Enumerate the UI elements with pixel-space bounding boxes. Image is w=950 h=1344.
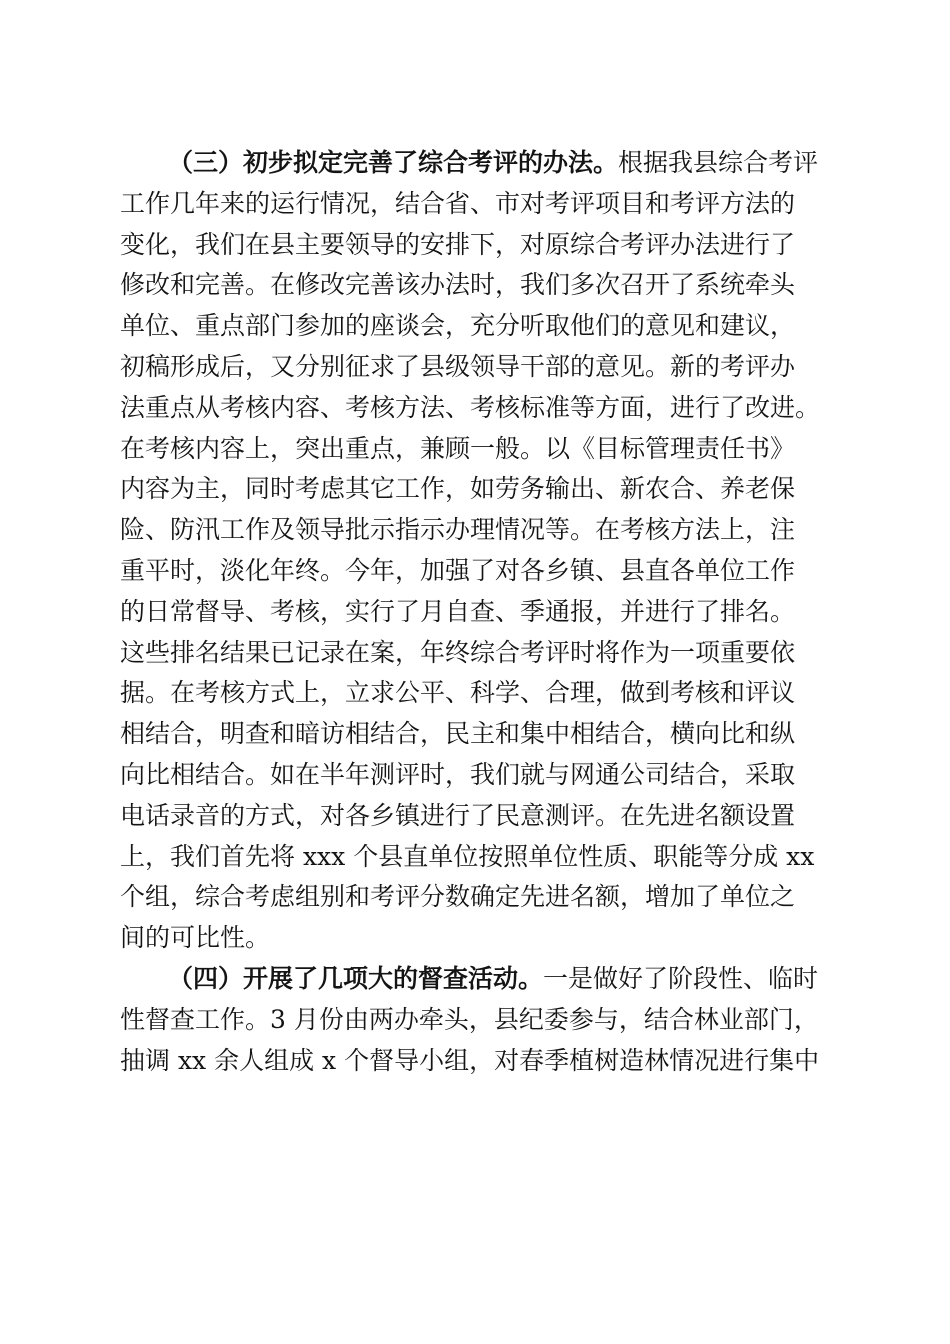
paragraph-first-line xyxy=(120,143,836,184)
text-line: 向比相结合。如在半年测评时，我们就与网通公司结合，采取 xyxy=(120,759,796,789)
text-line: 法重点从考核内容、考核方法、考核标准等方面，进行了改进。 xyxy=(120,392,821,422)
text-line: 抽调 xx 余人组成 x 个督导小组，对春季植树造林情况进行集中 xyxy=(120,1045,820,1075)
text-line: 据。在考核方式上，立求公平、科学、合理，做到考核和评议 xyxy=(120,678,796,708)
section-heading: （三）初步拟定完善了综合考评的办法。 xyxy=(168,148,619,177)
section-heading: （四）开展了几项大的督查活动。 xyxy=(168,963,544,993)
text-line: 个组，综合考虑组别和考评分数确定先进名额，增加了单位之 xyxy=(120,882,796,912)
paragraph-first-line xyxy=(120,959,836,1000)
text-line: 相结合，明查和暗访相结合，民主和集中相结合，横向比和纵 xyxy=(120,719,796,749)
text-line: 重平时，淡化年终。今年，加强了对各乡镇、县直各单位工作 xyxy=(120,555,796,585)
text-line: 间的可比性。 xyxy=(120,923,271,953)
text-line: 险、防汛工作及领导批示指示办理情况等。在考核方法上，注 xyxy=(120,515,796,545)
text-line: 在考核内容上，突出重点，兼顾一般。以《目标管理责任书》 xyxy=(120,433,796,463)
text-line: 单位、重点部门参加的座谈会，充分听取他们的意见和建议， xyxy=(120,311,796,341)
document-page xyxy=(120,143,836,1081)
text-run: 根据我县综合考评 xyxy=(618,148,819,177)
text-line: 电话录音的方式，对各乡镇进行了民意测评。在先进名额设置 xyxy=(120,800,796,830)
text-line: 修改和完善。在修改完善该办法时，我们多次召开了系统牵头 xyxy=(120,270,796,300)
text-line: 内容为主，同时考虑其它工作，如劳务输出、新农合、养老保 xyxy=(120,474,796,504)
text-line: 工作几年来的运行情况，结合省、市对考评项目和考评方法的 xyxy=(120,188,796,218)
paragraph-section-4 xyxy=(120,959,836,1081)
text-line: 性督查工作。3 月份由两办牵头，县纪委参与，结合林业部门， xyxy=(120,1004,819,1034)
text-line: 初稿形成后，又分别征求了县级领导干部的意见。新的考评办 xyxy=(120,351,796,381)
text-run: 一是做好了阶段性、临时 xyxy=(543,963,819,993)
text-line: 的日常督导、考核，实行了月自查、季通报，并进行了排名。 xyxy=(120,596,796,626)
text-line: 上，我们首先将 xxx 个县直单位按照单位性质、职能等分成 xx xyxy=(120,841,815,871)
text-line: 变化，我们在县主要领导的安排下，对原综合考评办法进行了 xyxy=(120,229,796,259)
paragraph-section-3 xyxy=(120,143,836,959)
text-line: 这些排名结果已记录在案，年终综合考评时将作为一项重要依 xyxy=(120,637,796,667)
